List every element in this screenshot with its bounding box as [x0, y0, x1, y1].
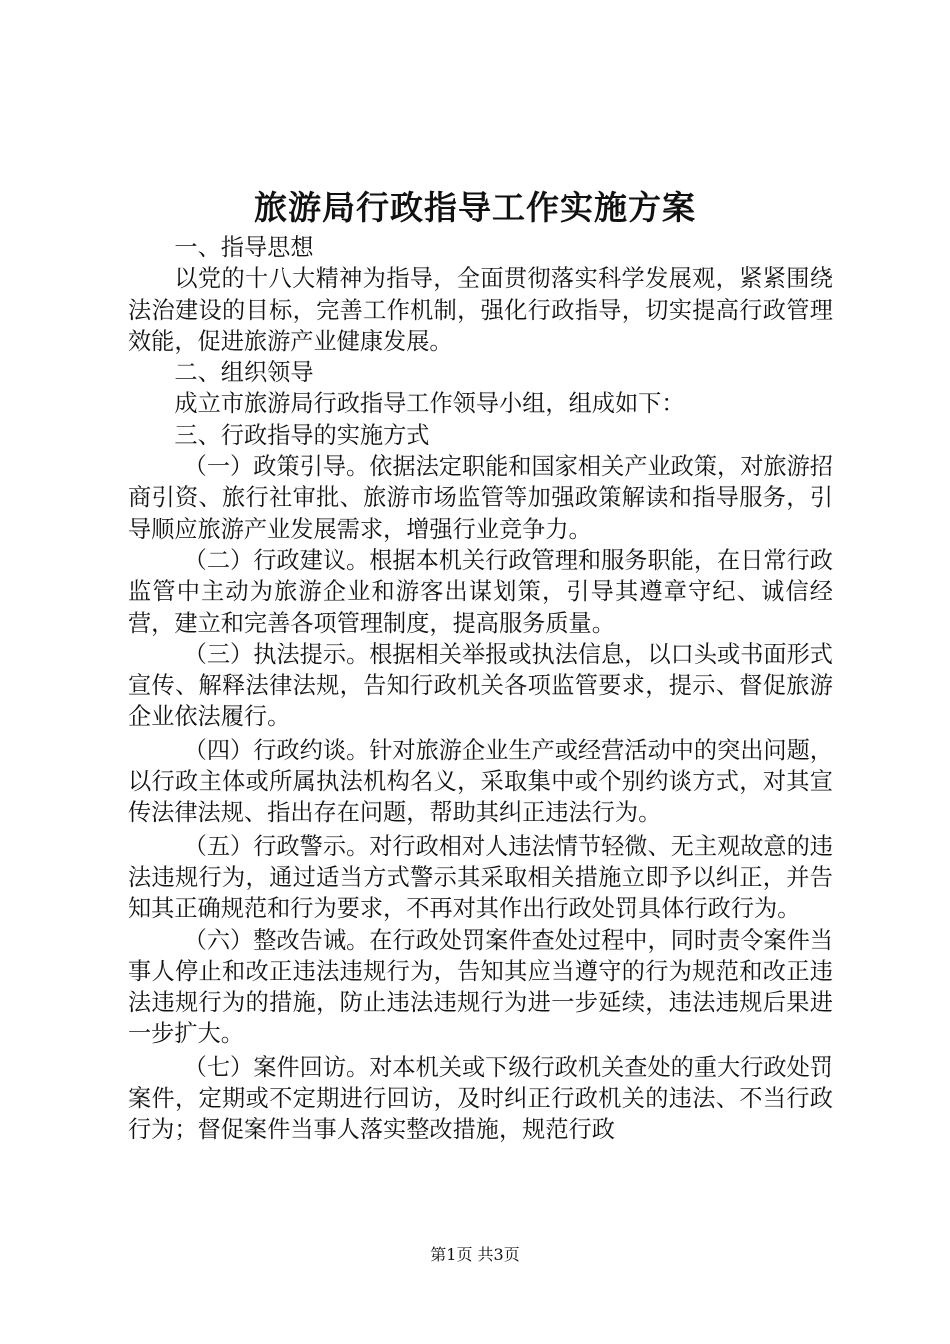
paragraph-organization: 成立市旅游局行政指导工作领导小组，组成如下：: [174, 390, 685, 418]
list-item-rectification-admonition: （六）整改告诫。在行政处罚案件查处过程中，同时责令案件当事人停止和改正违法违规行为，告知其应当遵守的行为规范和改正违法违规行为的措施，防止违法违规行为进一步延续，违法违规后果进一步扩大。: [128, 926, 833, 1048]
list-item-case-follow-up: （七）案件回访。对本机关或下级行政机关查处的重大行政处罚案件，定期或不定期进行回访，及时纠正行政机关的违法、不当行政行为；督促案件当事人落实整改措施，规范行政: [128, 1053, 833, 1144]
list-item-administrative-advice: （二）行政建议。根据本机关行政管理和服务职能，在日常行政监管中主动为旅游企业和游客出谋划策，引导其遵章守纪、诚信经营，建立和完善各项管理制度，提高服务质量。: [128, 546, 833, 637]
list-item-enforcement-reminder: （三）执法提示。根据相关举报或执法信息，以口头或书面形式宣传、解释法律法规，告知行政机关各项监管要求，提示、督促旅游企业依法履行。: [128, 640, 833, 731]
paragraph-guiding-ideology: 以党的十八大精神为指导，全面贯彻落实科学发展观，紧紧围绕法治建设的目标，完善工作机制，强化行政指导，切实提高行政管理效能，促进旅游产业健康发展。: [128, 265, 833, 355]
section-heading-guiding-ideology: 一、指导思想: [174, 234, 314, 261]
list-item-administrative-interview: （四）行政约谈。针对旅游企业生产或经营活动中的突出问题，以行政主体或所属执法机构名义，采取集中或个别约谈方式，对其宣传法律法规、指出存在问题，帮助其纠正违法行为。: [128, 736, 833, 827]
section-heading-organization: 二、组织领导: [174, 359, 314, 387]
list-item-administrative-warning: （五）行政警示。对行政相对人违法情节轻微、无主观故意的违法违规行为，通过适当方式警示其采取相关措施立即予以纠正，并告知其正确规范和行为要求，不再对其作出行政处罚具体行政行为。: [128, 832, 833, 923]
document-title: 旅游局行政指导工作实施方案: [254, 188, 696, 227]
document-body: [128, 232, 833, 1146]
list-item-policy-guidance: （一）政策引导。依据法定职能和国家相关产业政策，对旅游招商引资、旅行社审批、旅游市场监管等加强政策解读和指导服务，引导顺应旅游产业发展需求，增强行业竞争力。: [128, 453, 833, 543]
page-number-footer: 第1页 共3页: [430, 1245, 520, 1264]
section-heading-implementation: 三、行政指导的实施方式: [174, 421, 430, 449]
